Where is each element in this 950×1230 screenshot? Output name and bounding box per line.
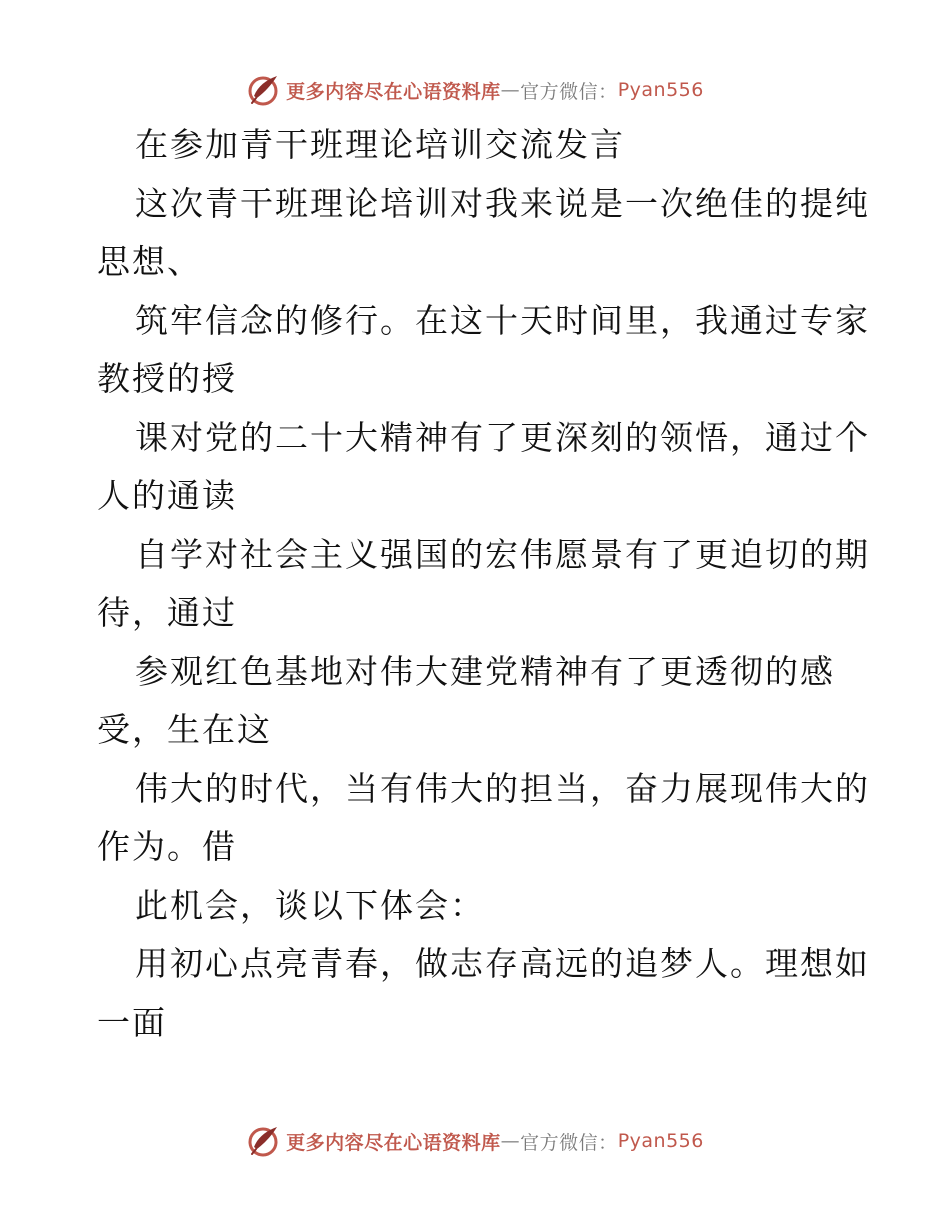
paragraph-line: 伟大的时代，当有伟大的担当，奋力展现伟大的 bbox=[135, 768, 870, 808]
paragraph-line: 待，通过 bbox=[97, 593, 237, 632]
paragraph-line: 用初心点亮青春，做志存高远的追梦人。理想如 bbox=[135, 944, 870, 983]
header-watermark-banner bbox=[0, 70, 950, 110]
paragraph-line: 课对党的二十大精神有了更深刻的领悟，通过个 bbox=[135, 417, 870, 457]
paragraph-line: 筑牢信念的修行。在这十天时间里，我通过专家 bbox=[135, 300, 870, 340]
watermark-wechat-id: Pyan556 bbox=[617, 1130, 704, 1152]
watermark-official-label: 官方微信： bbox=[520, 1131, 618, 1154]
document-title: 在参加青干班理论培训交流发言 bbox=[135, 125, 625, 164]
paragraph-line: 人的通读 bbox=[97, 476, 237, 515]
paragraph-line: 思想、 bbox=[97, 242, 202, 281]
paragraph-line: 一面 bbox=[97, 1002, 167, 1042]
quill-pen-logo-icon bbox=[246, 72, 282, 108]
paragraph-line: 教授的授 bbox=[97, 359, 237, 398]
quill-pen-logo-icon bbox=[246, 1123, 282, 1159]
watermark-brand-text: 更多内容尽在心语资料库 bbox=[286, 1131, 501, 1154]
paragraph-line: 这次青干班理论培训对我来说是一次绝佳的提纯 bbox=[135, 183, 870, 223]
footer-watermark-banner bbox=[0, 1121, 950, 1161]
watermark-official-label: 官方微信： bbox=[520, 80, 618, 103]
paragraph-line: 此机会，谈以下体会： bbox=[135, 885, 485, 925]
paragraph-line: 受，生在这 bbox=[97, 710, 272, 749]
watermark-brand-text: 更多内容尽在心语资料库 bbox=[286, 80, 501, 103]
watermark-wechat-id: Pyan556 bbox=[617, 79, 704, 101]
paragraph-line: 参观红色基地对伟大建党精神有了更透彻的感 bbox=[135, 651, 835, 691]
watermark-dash: — bbox=[500, 79, 521, 101]
paragraph-line: 自学对社会主义强国的宏伟愿景有了更迫切的期 bbox=[135, 534, 870, 574]
paragraph-line: 作为。借 bbox=[97, 827, 237, 866]
document-body bbox=[97, 116, 870, 1052]
watermark-dash: — bbox=[500, 1130, 521, 1152]
